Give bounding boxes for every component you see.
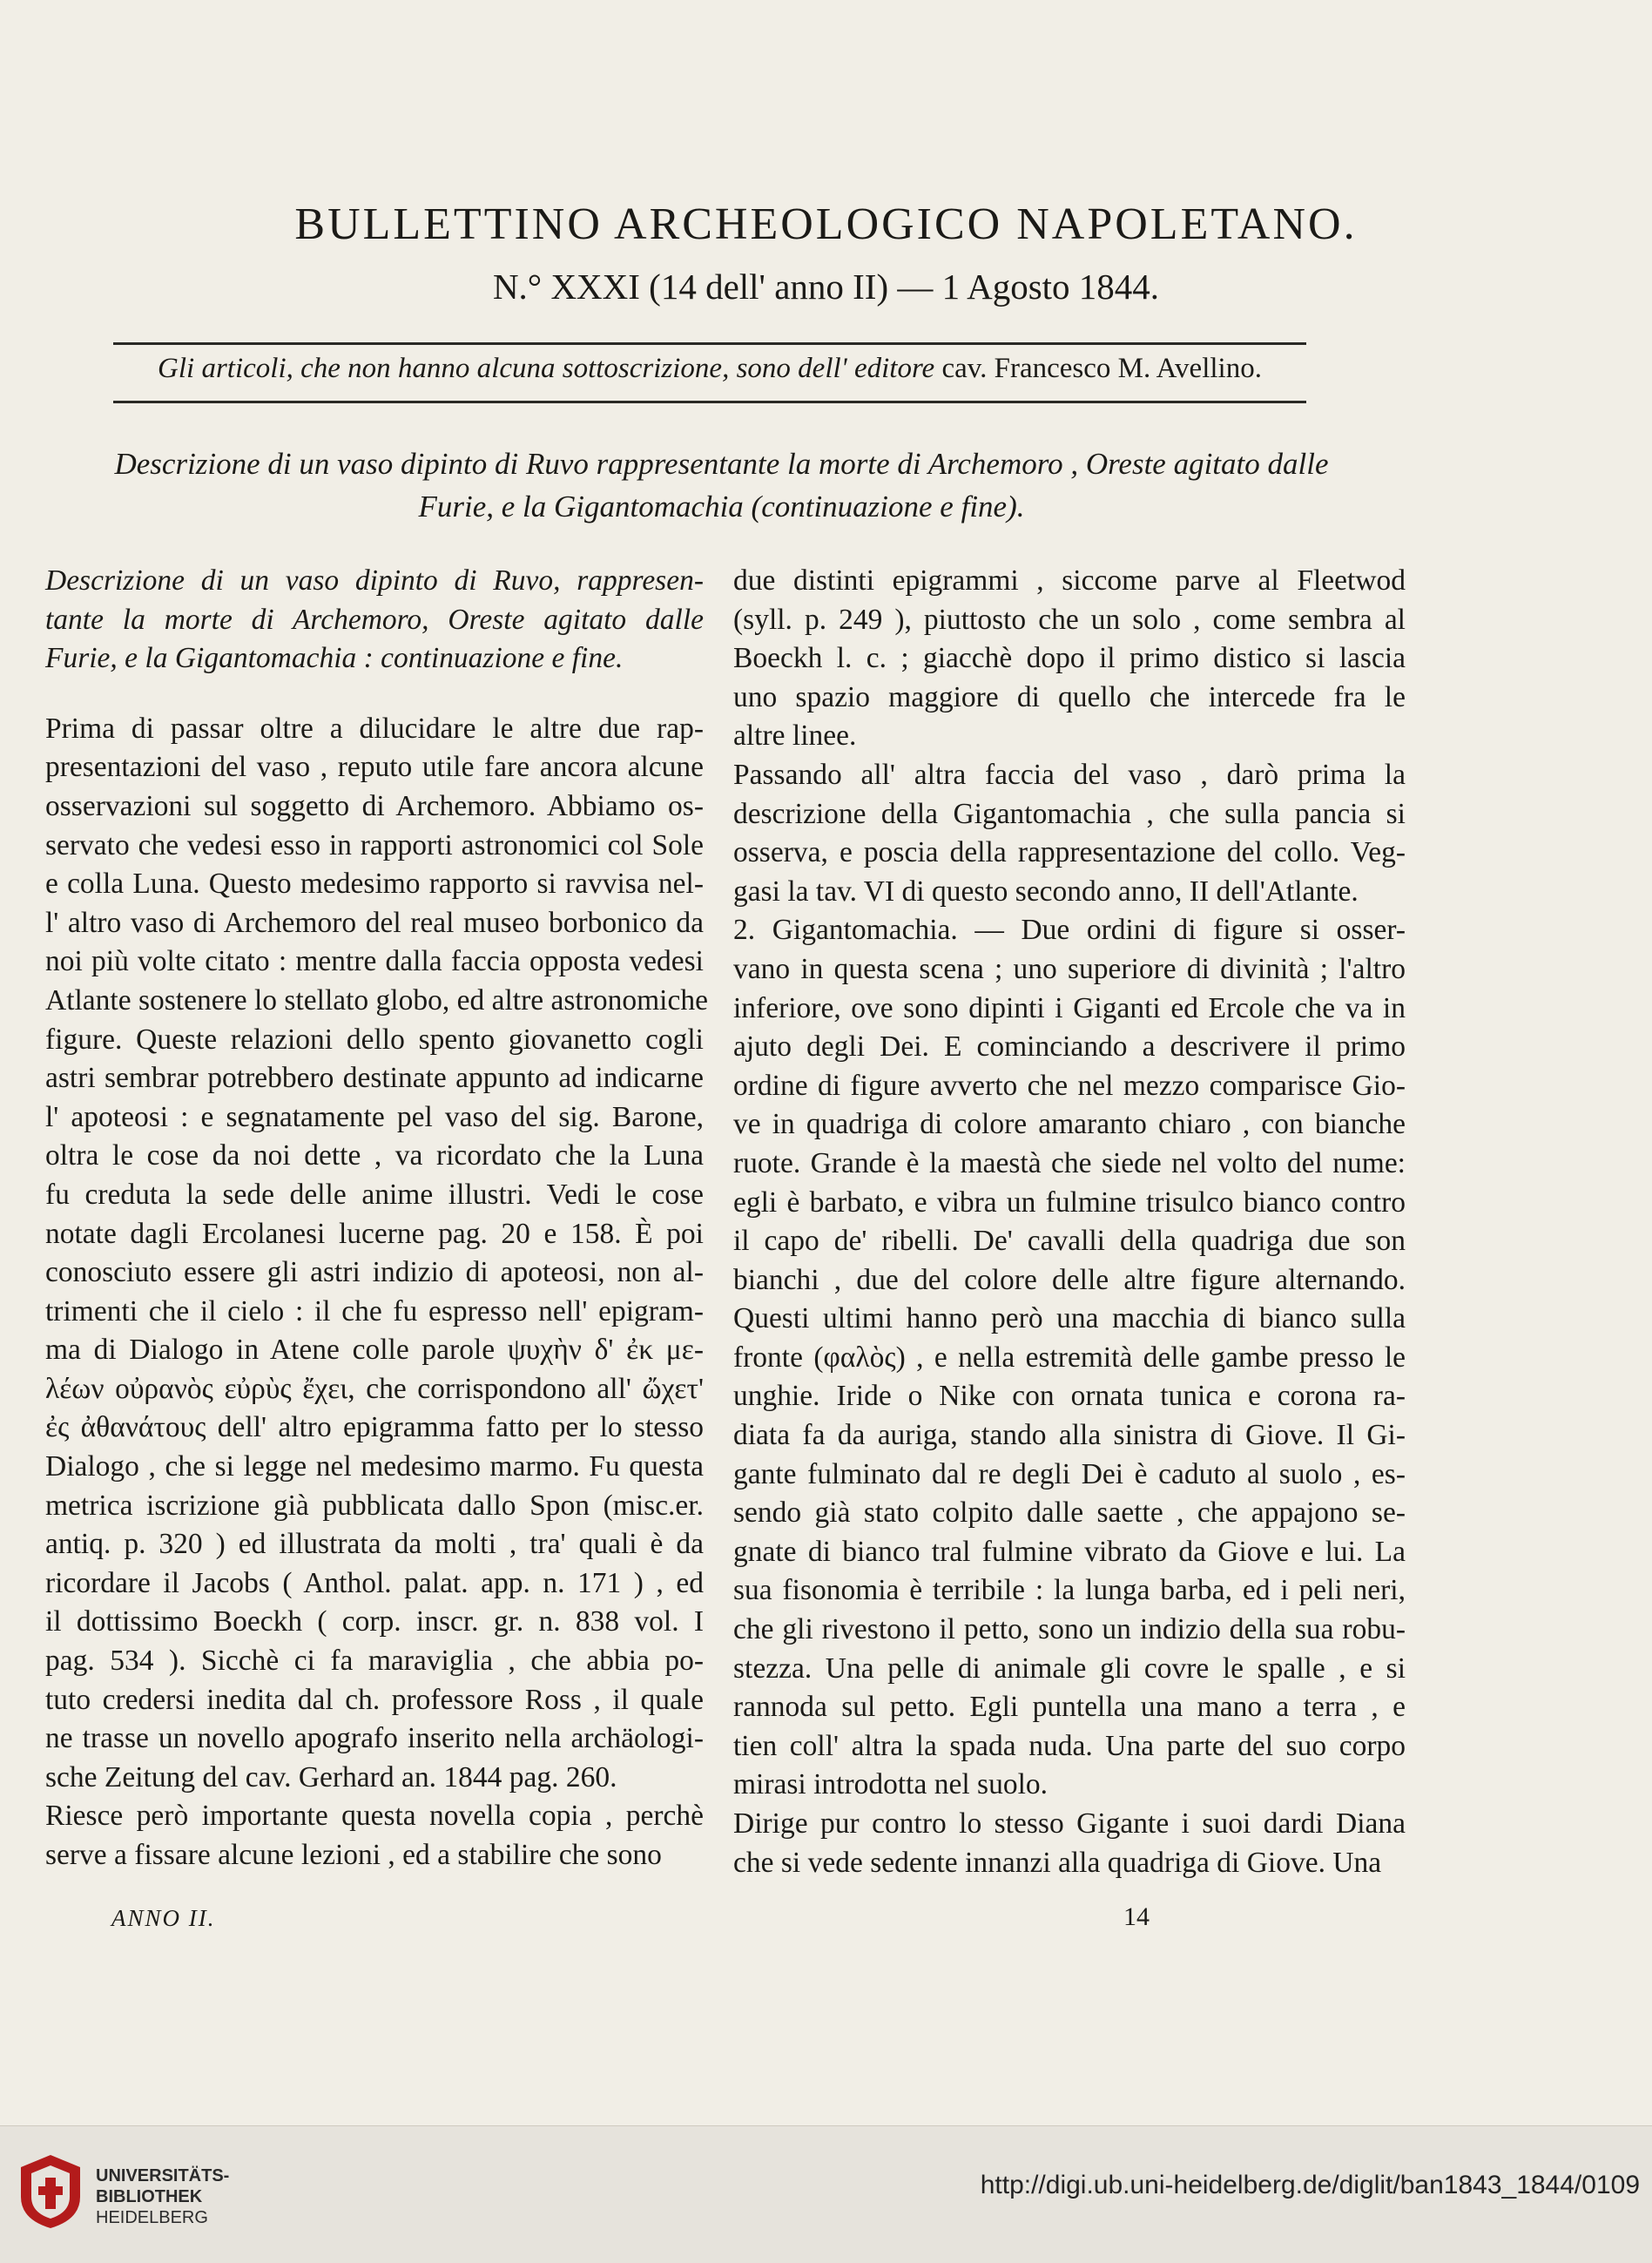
text-line: gasi la tav. VI di questo secondo anno, II dell'Atlante.	[733, 875, 1359, 908]
section-subtitle	[45, 562, 704, 679]
issue-line: N.° XXXI (14 dell' anno II) — 1 Agosto 1844.	[492, 267, 1160, 307]
text-line: antiq. p. 320 ) ed illustrata da molti , tra' quali è da	[45, 1528, 704, 1561]
text-line: (syll. p. 249 ), piuttosto che un solo , come sembra al	[733, 603, 1406, 636]
paragraph	[733, 911, 1406, 1805]
text-line: ἐς ἀθανάτους dell' altro epigramma fatto per lo stesso	[45, 1411, 704, 1444]
text-line: ve in quadriga di colore amaranto chiaro , con bianche	[733, 1108, 1406, 1141]
text-line: e colla Luna. Questo medesimo rapporto si ravvisa nel-	[45, 868, 704, 901]
divider-bottom	[113, 401, 1306, 403]
text-line: sche Zeitung del cav. Gerhard an. 1844 pag. 260.	[45, 1760, 617, 1794]
text-line: ajuto degli Dei. E cominciando a descrivere il primo	[733, 1030, 1406, 1064]
paragraph	[45, 710, 708, 1798]
text-line: altre linee.	[733, 719, 857, 753]
left-column	[45, 562, 708, 1875]
text-line: tien coll' altra la spada nuda. Una parte del suo corpo	[733, 1729, 1406, 1762]
text-line: ordine di figure avverto che nel mezzo comparisce Gio-	[733, 1069, 1406, 1102]
text-line: noi più volte citato : mentre dalla faccia opposta vedesi	[45, 945, 704, 978]
library-name-line: UNIVERSITÄTS-	[96, 2166, 230, 2185]
text-line: presentazioni del vaso , reputo utile fare ancora alcune	[45, 751, 704, 784]
divider-top	[113, 342, 1306, 345]
text-line: inferiore, ove sono dipinti i Giganti ed Ercole che va in	[733, 991, 1406, 1024]
article-title	[52, 442, 1391, 528]
text-line: unghie. Iride o Nike con ornata tunica e corona ra-	[733, 1380, 1406, 1413]
text-line: serve a fissare alcune lezioni , ed a stabilire che sono	[45, 1839, 662, 1871]
text-line: metrica iscrizione già pubblicata dallo Spon (misc.er.	[45, 1489, 704, 1522]
text-line: il dottissimo Boeckh ( corp. inscr. gr. n. 838 vol. I	[45, 1605, 704, 1638]
text-line: pag. 534 ). Sicchè ci fa maraviglia , che abbia po-	[45, 1645, 704, 1678]
paragraph	[733, 562, 1406, 756]
text-line: ne trasse un novello apografo inserito nella archäologi-	[45, 1722, 704, 1755]
text-line: gante fulminato dal re degli Dei è caduto al suolo , es-	[733, 1457, 1406, 1490]
text-line: Dialogo , che si legge nel medesimo marmo. Fu questa	[45, 1450, 704, 1483]
text-line: Descrizione di un vaso dipinto di Ruvo, rappresen-	[45, 564, 704, 597]
text-line: Prima di passar oltre a dilucidare le altre due rap-	[45, 712, 704, 745]
paragraph	[733, 1805, 1406, 1882]
text-line: figure. Queste relazioni dello spento giovanetto cogli	[45, 1023, 704, 1056]
text-line: Passando all' altra faccia del vaso , darò prima la	[733, 758, 1406, 791]
paragraph	[733, 756, 1406, 911]
text-line: il capo de' ribelli. De' cavalli della quadriga due son	[733, 1225, 1406, 1258]
editor-notice	[113, 353, 1306, 385]
text-line: che si vede sedente innanzi alla quadriga di Giove. Una	[733, 1846, 1382, 1879]
text-line: che gli rivestono il petto, sono un indizio della sua robu-	[733, 1613, 1406, 1646]
text-line: ma di Dialogo in Atene colle parole ψυχὴν δ' ἐκ με-	[45, 1334, 704, 1367]
text-line: l' altro vaso di Archemoro del real museo borbonico da	[45, 906, 704, 939]
text-line: fronte (φαλὸς) , e nella estremità delle gambe presso le	[733, 1341, 1406, 1374]
text-line: uno spazio maggiore di quello che intercede fra le	[733, 680, 1406, 713]
text-line: fu creduta la sede delle anime illustri. Vedi le cose	[45, 1178, 704, 1211]
text-line: Furie, e la Gigantomachia : continuazione e fine.	[45, 642, 624, 675]
text-line: sua fisonomia è terribile : la lunga barba, ed i peli neri,	[733, 1574, 1406, 1607]
text-line: stezza. Una pelle di animale gli covre le spalle , e si	[733, 1652, 1406, 1685]
text-line: ricordare il Jacobs ( Anthol. palat. app. n. 171 ) , ed	[45, 1566, 704, 1599]
library-name-line: BIBLIOTHEK	[96, 2187, 203, 2206]
text-line: ruote. Grande è la maestà che siede nel volto del nume:	[733, 1146, 1406, 1179]
text-line: diata fa da auriga, stando alla sinistra di Giove. Il Gi-	[733, 1419, 1406, 1452]
text-line: trimenti che il cielo : il che fu espresso nell' epigram-	[45, 1294, 704, 1327]
text-line: sendo già stato colpito dalle saette , che appajono se-	[733, 1496, 1406, 1530]
text-line: vano in questa scena ; uno superiore di divinità ; l'altro	[733, 952, 1406, 985]
masthead: BULLETTINO ARCHEOLOGICO NAPOLETANO.	[294, 199, 1358, 249]
university-seal-icon	[16, 2152, 85, 2232]
text-line: bianchi , due del colore delle altre figure alternando.	[733, 1263, 1406, 1296]
text-line: osserva, e poscia della rappresentazione del collo. Veg-	[733, 836, 1406, 869]
text-line: astri sembrar potrebbero destinate appunto ad indicarne	[45, 1062, 704, 1095]
editor-notice-name: cav. Francesco M. Avellino.	[934, 353, 1262, 384]
paragraph	[45, 1797, 704, 1875]
text-line: Dirige pur contro lo stesso Gigante i suoi dardi Diana	[733, 1807, 1406, 1840]
text-line: Riesce però importante questa novella copia , perchè	[45, 1800, 704, 1833]
text-line: rannoda sul petto. Egli puntella una mano a terra , e	[733, 1691, 1406, 1724]
text-line: Boeckh l. c. ; giacchè dopo il primo distico si lascia	[733, 642, 1406, 675]
text-line: l' apoteosi : e segnatamente pel vaso del sig. Barone,	[45, 1100, 704, 1133]
text-line: tante la morte di Archemoro, Oreste agitato dalle	[45, 603, 704, 636]
volume-signature: ANNO II.	[111, 1905, 216, 1931]
text-line: λέων οὐρανὸς εὐρὺς ἔχει, che corrispondono all' ὤχετ'	[45, 1372, 704, 1405]
text-line: mirasi introdotta nel suolo.	[733, 1768, 1049, 1801]
text-line: due distinti epigrammi , siccome parve al Fleetwod	[733, 564, 1406, 597]
text-line: servato che vedesi esso in rapporti astronomici col Sole	[45, 828, 704, 861]
text-line: osservazioni sul soggetto di Archemoro. Abbiamo os-	[45, 789, 704, 822]
text-line: descrizione della Gigantomachia , che sulla pancia si	[733, 797, 1406, 830]
article-title-line: Descrizione di un vaso dipinto di Ruvo rappresentante la morte di Archemoro , Oreste agitato dalle	[114, 447, 1329, 481]
text-line: Questi ultimi hanno però una macchia di bianco sulla	[733, 1302, 1406, 1335]
text-line: oltra le cose da noi dette , va ricordato che la Luna	[45, 1139, 704, 1172]
editor-notice-italic: Gli articoli, che non hanno alcuna sottoscrizione, sono dell' editore	[158, 353, 935, 384]
text-line: notate dagli Ercolanesi lucerne pag. 20 e 158. È poi	[45, 1217, 704, 1250]
text-line: tuto credersi inedita dal ch. professore Ross , il quale	[45, 1683, 704, 1716]
article-title-line: Furie, e la Gigantomachia (continuazione e fine).	[418, 490, 1025, 524]
library-name-line: HEIDELBERG	[96, 2208, 208, 2227]
permalink-url[interactable]: http://digi.ub.uni-heidelberg.de/diglit/ban1843_1844/0109	[980, 2171, 1640, 2199]
text-line: conosciuto essere gli astri indizio di apoteosi, non al-	[45, 1256, 704, 1289]
text-line: egli è barbato, e vibra un fulmine trisulco bianco contro	[733, 1186, 1406, 1219]
page-number: 14	[1123, 1902, 1150, 1931]
text-line: gnate di bianco tral fulmine vibrato da Giove e lui. La	[733, 1535, 1406, 1568]
text-line: Atlante sostenere lo stellato globo, ed altre astronomiche	[45, 983, 708, 1017]
right-column	[733, 562, 1406, 1882]
library-name	[96, 2165, 229, 2228]
text-line: 2. Gigantomachia. — Due ordini di figure si osser-	[733, 914, 1406, 947]
